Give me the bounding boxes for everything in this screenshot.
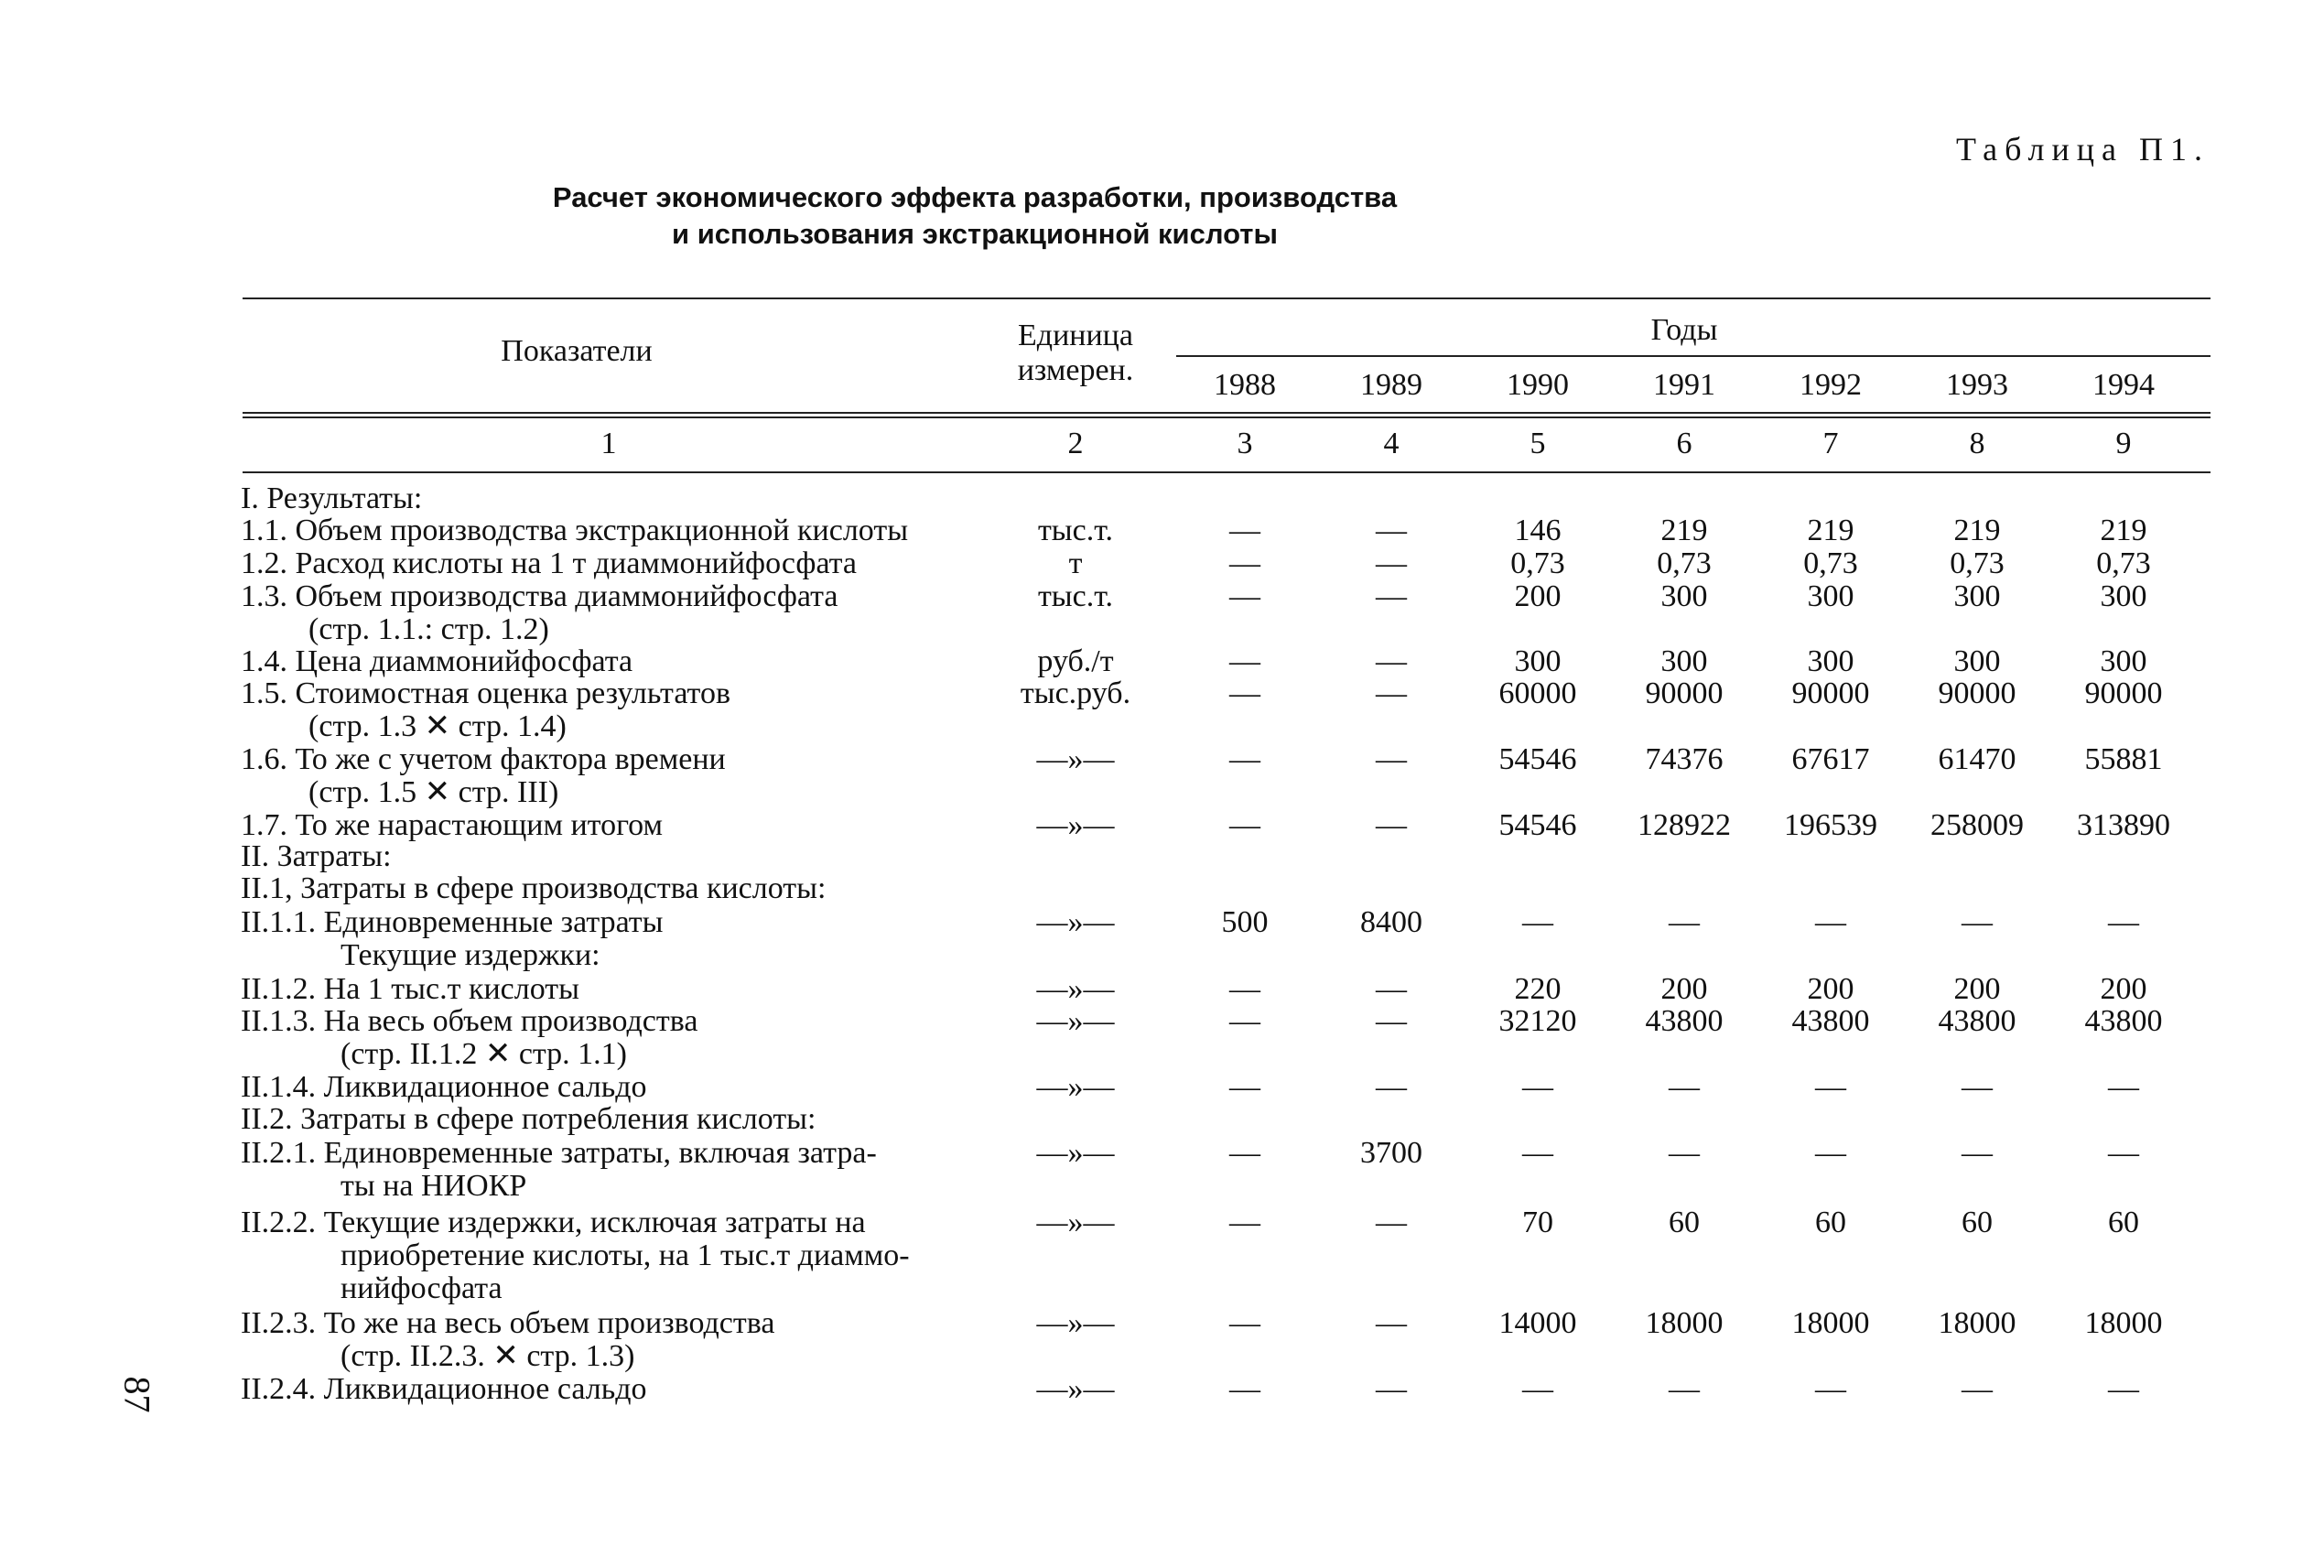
- row-value-1994: 18000: [2084, 1306, 2163, 1340]
- row-value-1988: —: [1229, 514, 1260, 547]
- column-number-8: 8: [1969, 427, 1985, 460]
- row-label: II.2.4. Ликвидационное сальдо: [241, 1372, 647, 1406]
- title-line-1: Расчет экономического эффекта разработки, производства: [552, 181, 1398, 213]
- year-header-2: 1990: [1507, 368, 1569, 402]
- row-value-1992: —: [1815, 1070, 1846, 1104]
- row-value-1994: 0,73: [2096, 546, 2151, 580]
- row-value-1990: 220: [1514, 972, 1562, 1006]
- row-value-1989: —: [1376, 546, 1407, 580]
- row-value-1988: 500: [1221, 905, 1269, 939]
- row-value-1990: 60000: [1498, 676, 1577, 710]
- row-unit: —»—: [1036, 1306, 1115, 1340]
- rule-years: [1176, 355, 2211, 357]
- row-value-1988: —: [1229, 546, 1260, 580]
- row-value-1989: —: [1376, 972, 1407, 1006]
- row-value-1989: —: [1376, 1306, 1407, 1340]
- row-label: II.2.3. То же на весь объем производства: [241, 1306, 775, 1340]
- year-header-3: 1991: [1653, 368, 1715, 402]
- row-value-1993: 43800: [1938, 1004, 2016, 1038]
- row-label: 1.6. То же с учетом фактора времени: [241, 742, 726, 776]
- row-value-1991: 300: [1660, 644, 1708, 678]
- column-number-7: 7: [1822, 427, 1839, 460]
- column-number-5: 5: [1530, 427, 1546, 460]
- row-value-1992: —: [1815, 1372, 1846, 1406]
- row-value-1990: 54546: [1498, 808, 1577, 842]
- year-header-1: 1989: [1360, 368, 1422, 402]
- row-value-1992: 43800: [1791, 1004, 1870, 1038]
- row-value-1994: 90000: [2084, 676, 2163, 710]
- row-value-1993: —: [1962, 1372, 1993, 1406]
- row-unit: —»—: [1036, 808, 1115, 842]
- row-value-1993: 18000: [1938, 1306, 2016, 1340]
- row-value-1992: 200: [1807, 972, 1854, 1006]
- row-value-1991: —: [1669, 1136, 1700, 1170]
- row-value-1992: 18000: [1791, 1306, 1870, 1340]
- row-value-1988: —: [1229, 676, 1260, 710]
- row-value-1988: —: [1229, 579, 1260, 613]
- page-number: 87: [116, 1376, 158, 1413]
- rule-colnum-bottom: [243, 471, 2211, 473]
- row-value-1993: 300: [1953, 579, 2001, 613]
- row-unit: —»—: [1036, 905, 1115, 939]
- row-value-1991: 219: [1660, 514, 1708, 547]
- row-value-1991: 18000: [1645, 1306, 1724, 1340]
- row-value-1992: —: [1815, 905, 1846, 939]
- row-label: 1.5. Стоимостная оценка результатов: [241, 676, 731, 710]
- row-value-1992: 60: [1815, 1206, 1846, 1239]
- row-unit: тыс.руб.: [1020, 676, 1131, 710]
- row-value-1990: —: [1522, 1136, 1553, 1170]
- row-value-1992: 219: [1807, 514, 1854, 547]
- row-label: II.1.2. На 1 тыс.т кислоты: [241, 972, 579, 1006]
- row-value-1989: —: [1376, 1206, 1407, 1239]
- row-value-1991: —: [1669, 1070, 1700, 1104]
- row-value-1988: —: [1229, 1136, 1260, 1170]
- column-number-9: 9: [2115, 427, 2132, 460]
- row-unit: —»—: [1036, 742, 1115, 776]
- row-value-1990: 146: [1514, 514, 1562, 547]
- row-value-1991: 200: [1660, 972, 1708, 1006]
- row-value-1994: —: [2108, 1070, 2139, 1104]
- row-unit: тыс.т.: [1037, 514, 1114, 547]
- row-value-1989: 8400: [1360, 905, 1422, 939]
- row-value-1991: 43800: [1645, 1004, 1724, 1038]
- row-label: 1.1. Объем производства экстракционной кислоты: [241, 514, 909, 547]
- row-value-1992: 300: [1807, 644, 1854, 678]
- row-value-1992: 300: [1807, 579, 1854, 613]
- row-label: II.2. Затраты в сфере потребления кислоты:: [241, 1102, 816, 1136]
- row-label: 1.4. Цена диаммонийфосфата: [241, 644, 633, 678]
- rule-top: [243, 297, 2211, 299]
- row-label: (стр. II.1.2 ✕ стр. 1.1): [340, 1037, 628, 1071]
- row-value-1989: —: [1376, 1070, 1407, 1104]
- row-value-1994: 219: [2100, 514, 2147, 547]
- row-value-1994: —: [2108, 1372, 2139, 1406]
- column-number-3: 3: [1237, 427, 1253, 460]
- row-value-1988: —: [1229, 1206, 1260, 1239]
- row-value-1988: —: [1229, 742, 1260, 776]
- row-value-1991: 60: [1669, 1206, 1700, 1239]
- row-value-1990: —: [1522, 1070, 1553, 1104]
- row-unit: —»—: [1036, 1372, 1115, 1406]
- row-value-1990: 200: [1514, 579, 1562, 613]
- row-label: нийфосфата: [340, 1271, 503, 1305]
- row-unit: —»—: [1036, 1004, 1115, 1038]
- row-value-1994: 60: [2108, 1206, 2139, 1239]
- row-value-1994: —: [2108, 905, 2139, 939]
- row-value-1993: —: [1962, 1136, 1993, 1170]
- row-label: 1.2. Расход кислоты на 1 т диаммонийфосфата: [241, 546, 858, 580]
- row-unit: —»—: [1036, 1136, 1115, 1170]
- row-value-1989: —: [1376, 676, 1407, 710]
- row-value-1990: 300: [1514, 644, 1562, 678]
- row-value-1991: 0,73: [1657, 546, 1712, 580]
- row-label: 1.3. Объем производства диаммонийфосфата: [241, 579, 838, 613]
- row-value-1994: —: [2108, 1136, 2139, 1170]
- row-value-1991: 128922: [1638, 808, 1731, 842]
- row-value-1989: —: [1376, 579, 1407, 613]
- year-header-5: 1993: [1946, 368, 2008, 402]
- row-value-1994: 43800: [2084, 1004, 2163, 1038]
- row-value-1994: 55881: [2084, 742, 2163, 776]
- row-value-1994: 300: [2100, 579, 2147, 613]
- rule-colnum-top: [243, 416, 2211, 418]
- column-number-2: 2: [1067, 427, 1084, 460]
- table-number: Таблица П1.: [1956, 131, 2210, 168]
- row-label: II.1.4. Ликвидационное сальдо: [241, 1070, 647, 1104]
- row-value-1988: —: [1229, 808, 1260, 842]
- row-unit: тыс.т.: [1037, 579, 1114, 613]
- row-value-1989: —: [1376, 644, 1407, 678]
- table-title: [0, 179, 1950, 253]
- year-header-0: 1988: [1214, 368, 1276, 402]
- header-unit-line-2: измерен.: [1017, 353, 1134, 387]
- row-label: (стр. 1.5 ✕ стр. III): [308, 775, 559, 809]
- row-unit: руб./т: [1037, 644, 1114, 678]
- row-value-1993: 0,73: [1950, 546, 2005, 580]
- row-value-1989: —: [1376, 1004, 1407, 1038]
- rule-header-bottom: [243, 412, 2211, 414]
- row-value-1993: 200: [1953, 972, 2001, 1006]
- row-value-1989: —: [1376, 808, 1407, 842]
- row-value-1993: 300: [1953, 644, 2001, 678]
- row-value-1988: —: [1229, 1306, 1260, 1340]
- column-number-1: 1: [600, 427, 617, 460]
- row-label: 1.7. То же нарастающим итогом: [241, 808, 664, 842]
- row-value-1992: 67617: [1791, 742, 1870, 776]
- row-value-1990: 14000: [1498, 1306, 1577, 1340]
- row-value-1991: 90000: [1645, 676, 1724, 710]
- column-number-6: 6: [1676, 427, 1692, 460]
- row-value-1989: —: [1376, 742, 1407, 776]
- row-label: II.2.2. Текущие издержки, исключая затраты на: [241, 1206, 866, 1239]
- column-number-4: 4: [1383, 427, 1400, 460]
- row-value-1992: —: [1815, 1136, 1846, 1170]
- row-value-1989: —: [1376, 514, 1407, 547]
- row-label: II. Затраты:: [241, 839, 392, 873]
- row-value-1993: 258009: [1930, 808, 2024, 842]
- row-value-1989: —: [1376, 1372, 1407, 1406]
- row-value-1993: —: [1962, 905, 1993, 939]
- header-unit: [989, 319, 1162, 388]
- row-value-1988: —: [1229, 644, 1260, 678]
- row-value-1988: —: [1229, 1004, 1260, 1038]
- row-label: приобретение кислоты, на 1 тыс.т диаммо-: [340, 1238, 910, 1272]
- row-value-1994: 200: [2100, 972, 2147, 1006]
- row-value-1991: 300: [1660, 579, 1708, 613]
- row-unit: —»—: [1036, 1070, 1115, 1104]
- row-value-1991: 74376: [1645, 742, 1724, 776]
- row-label: (стр. 1.1.: стр. 1.2): [308, 612, 549, 646]
- row-value-1993: 60: [1962, 1206, 1993, 1239]
- row-label: (стр. II.2.3. ✕ стр. 1.3): [340, 1339, 635, 1373]
- header-unit-line-1: Единица: [1018, 319, 1133, 352]
- row-value-1993: 90000: [1938, 676, 2016, 710]
- year-header-4: 1992: [1800, 368, 1862, 402]
- row-label: Текущие издержки:: [340, 938, 600, 972]
- title-line-2: и использования экстракционной кислоты: [672, 218, 1278, 250]
- row-value-1994: 300: [2100, 644, 2147, 678]
- row-value-1989: 3700: [1360, 1136, 1422, 1170]
- row-unit: т: [1068, 546, 1083, 580]
- row-unit: —»—: [1036, 1206, 1115, 1239]
- row-label: (стр. 1.3 ✕ стр. 1.4): [308, 709, 567, 743]
- row-unit: —»—: [1036, 972, 1115, 1006]
- row-label: II.1.1. Единовременные затраты: [241, 905, 664, 939]
- row-value-1988: —: [1229, 1372, 1260, 1406]
- row-value-1991: —: [1669, 1372, 1700, 1406]
- year-header-6: 1994: [2092, 368, 2155, 402]
- row-value-1990: 54546: [1498, 742, 1577, 776]
- header-indicator: Показатели: [501, 334, 653, 368]
- row-value-1992: 90000: [1791, 676, 1870, 710]
- row-value-1988: —: [1229, 972, 1260, 1006]
- header-years: Годы: [1650, 313, 1718, 347]
- row-value-1991: —: [1669, 905, 1700, 939]
- row-value-1993: 61470: [1938, 742, 2016, 776]
- row-value-1994: 313890: [2077, 808, 2170, 842]
- row-value-1993: —: [1962, 1070, 1993, 1104]
- row-value-1992: 0,73: [1803, 546, 1858, 580]
- row-value-1990: 32120: [1498, 1004, 1577, 1038]
- row-value-1993: 219: [1953, 514, 2001, 547]
- row-value-1990: 0,73: [1510, 546, 1565, 580]
- row-label: I. Результаты:: [241, 481, 423, 515]
- row-value-1990: 70: [1522, 1206, 1553, 1239]
- row-label: II.1.3. На весь объем производства: [241, 1004, 698, 1038]
- row-value-1990: —: [1522, 905, 1553, 939]
- row-label: ты на НИОКР: [340, 1169, 527, 1203]
- row-value-1988: —: [1229, 1070, 1260, 1104]
- row-label: II.1, Затраты в сфере производства кислоты:: [241, 871, 827, 905]
- row-label: II.2.1. Единовременные затраты, включая затра-: [241, 1136, 877, 1170]
- row-value-1992: 196539: [1784, 808, 1877, 842]
- row-value-1990: —: [1522, 1372, 1553, 1406]
